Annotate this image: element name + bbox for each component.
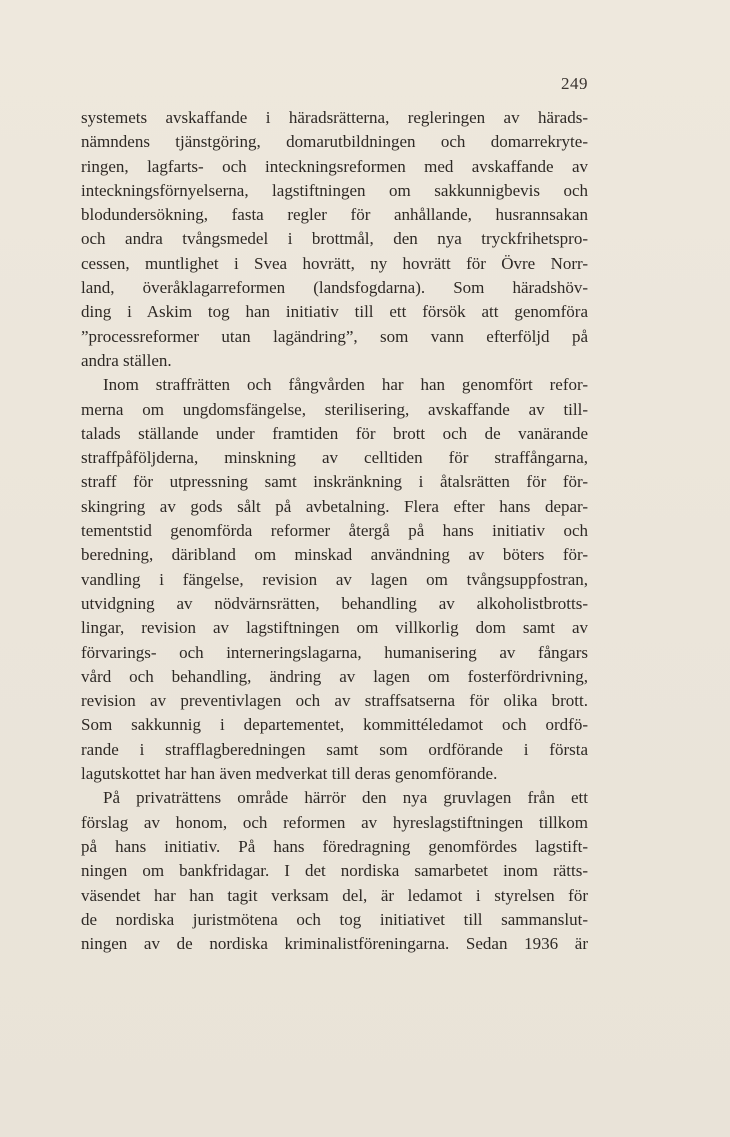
text-line: revision av preventivlagen och av straffsatserna för olika brott. — [81, 691, 588, 711]
paragraph-1 — [81, 106, 588, 373]
text-line: merna om ungdomsfängelse, sterilisering, avskaffande av till- — [81, 399, 588, 419]
text-line: nämndens tjänstgöring, domarutbildningen och domarrekryte- — [81, 132, 588, 152]
text-line: på hans initiativ. På hans föredragning genomfördes lagstift- — [81, 836, 588, 856]
text-line: rande i strafflagberedningen samt som ordförande i första — [81, 739, 589, 759]
text-line: förvarings- och interneringslagarna, humanisering av fångars — [81, 642, 589, 662]
text-line: de nordiska juristmötena och tog initiativet till sammanslut- — [81, 909, 588, 929]
text-line: förslag av honom, och reformen av hyreslagstiftningen tillkom — [81, 812, 589, 832]
text-line: tementstid genomförda reformer återgå på hans initiativ och — [81, 521, 588, 541]
paragraph-3 — [81, 786, 588, 956]
text-line: cessen, muntlighet i Svea hovrätt, ny hovrätt för Övre Norr- — [81, 253, 588, 273]
text-line: ningen av de nordiska kriminalistföreningarna. Sedan 1936 är — [81, 934, 588, 954]
text-line: systemets avskaffande i häradsrätterna, regleringen av härads- — [81, 108, 588, 127]
text-line: Som sakkunnig i departementet, kommittéledamot och ordfö- — [81, 715, 588, 735]
text-line: lagutskottet har han även medverkat till deras genomförande. — [81, 764, 498, 784]
text-line: andra ställen. — [81, 350, 172, 370]
body-text — [81, 106, 588, 956]
text-line: land, överåklagarreformen (landsfogdarna). Som häradshöv- — [81, 278, 588, 298]
text-line: straffpåföljderna, minskning av celltiden för straffångarna, — [81, 448, 589, 468]
text-line: vandling i fängelse, revision av lagen om tvångsuppfostran, — [81, 569, 588, 589]
text-line: straff för utpressning samt inskränkning i åtalsrätten för för- — [81, 472, 588, 492]
text-line: ding i Askim tog han initiativ till ett försök att genomföra — [81, 302, 588, 322]
text-line: På privaträttens område härrör den nya gruvlagen från ett — [103, 788, 588, 808]
text-line: lingar, revision av lagstiftningen om villkorlig dom samt av — [81, 618, 588, 638]
text-line: inteckningsförnyelserna, lagstiftningen om sakkunnigbevis och — [81, 180, 588, 200]
text-line: utvidgning av nödvärnsrätten, behandling av alkoholistbrotts- — [81, 593, 589, 613]
text-line: beredning, däribland om minskad användning av böters för- — [81, 545, 589, 565]
text-line: blodundersökning, fasta regler för anhållande, husrannsakan — [81, 205, 588, 225]
paragraph-2 — [81, 373, 588, 786]
text-line: väsendet har han tagit verksam del, är ledamot i styrelsen för — [81, 885, 588, 905]
text-line: skingring av gods sålt på avbetalning. Flera efter hans depar- — [81, 496, 589, 516]
text-line: ”processreformer utan lagändring”, som vann efterföljd på — [81, 326, 589, 346]
text-line: vård och behandling, ändring av lagen om fosterfördrivning, — [81, 666, 589, 686]
text-line: ningen om bankfridagar. I det nordiska samarbetet inom rätts- — [81, 861, 588, 881]
text-line: talads ställande under framtiden för brott och de vanärande — [81, 423, 588, 443]
text-line: ringen, lagfarts- och inteckningsreformen med avskaffande av — [81, 156, 589, 176]
page-number: 249 — [561, 74, 588, 93]
text-line: Inom straffrätten och fångvården har han genomfört refor- — [103, 375, 588, 395]
text-line: och andra tvångsmedel i brottmål, den nya tryckfrihetspro- — [81, 229, 588, 249]
